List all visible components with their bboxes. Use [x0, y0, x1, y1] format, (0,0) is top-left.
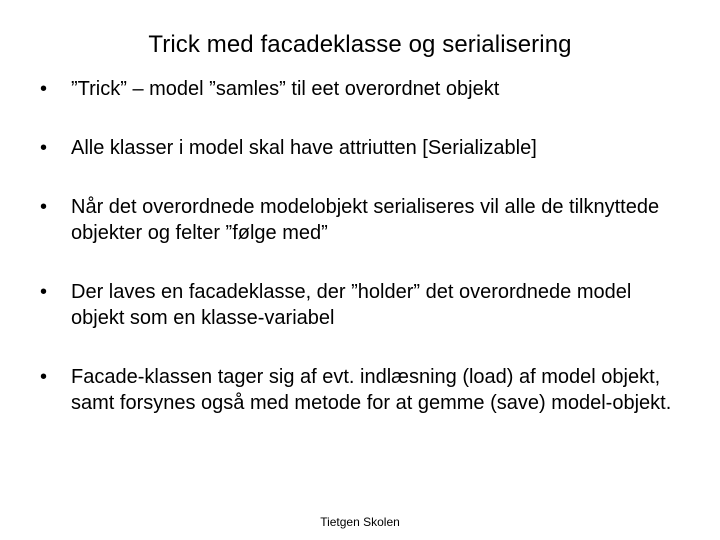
slide-footer: Tietgen Skolen	[320, 515, 400, 529]
bullet-icon: •	[40, 78, 48, 100]
bullet-item	[40, 135, 690, 161]
bullet-item	[40, 194, 690, 246]
bullet-icon: •	[40, 137, 48, 159]
bullet-text: ”Trick” – model ”samles” til eet overordnet objekt	[71, 78, 500, 100]
bullet-text: Når det overordnede modelobjekt serialiseres vil alle de tilknyttede objekter og felter ”følge med”	[71, 196, 660, 244]
bullet-item	[40, 76, 690, 102]
bullet-item	[40, 364, 690, 416]
bullet-icon: •	[40, 281, 48, 303]
bullet-item	[40, 279, 690, 331]
bullet-icon: •	[40, 366, 48, 388]
bullet-text: Alle klasser i model skal have attriutten [Serializable]	[71, 137, 537, 159]
bullet-text: Facade-klassen tager sig af evt. indlæsning (load) af model objekt, samt forsynes også med metode for at gemme (save) model-objekt.	[71, 366, 672, 414]
bullet-list	[40, 76, 690, 416]
slide-title: Trick med facadeklasse og serialisering	[148, 31, 572, 58]
bullet-icon: •	[40, 196, 48, 218]
bullet-text: Der laves en facadeklasse, der ”holder” det overordnede model objekt som en klasse-variabel	[71, 281, 632, 329]
